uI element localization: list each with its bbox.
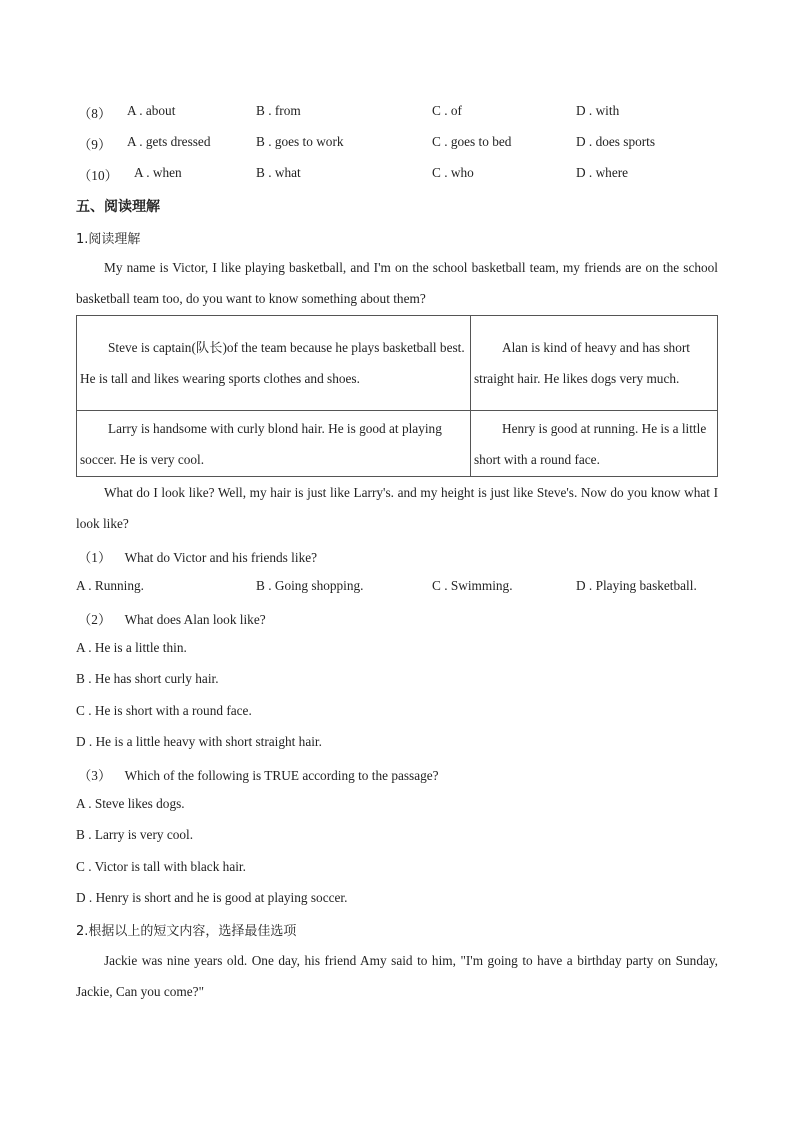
question-text: What does Alan look like? xyxy=(124,612,266,627)
question-number: （1） xyxy=(78,550,112,565)
question-number: （2） xyxy=(78,612,112,627)
cloze-options-8 xyxy=(0,103,794,123)
question-2-option-d: D . He is a little heavy with short straight hair. xyxy=(76,734,322,749)
option-c: C . of xyxy=(432,103,462,118)
question-2-option-c: C . He is short with a round face. xyxy=(76,703,252,718)
question-text: Which of the following is TRUE according to the passage? xyxy=(124,768,439,783)
question-2-option-b: B . He has short curly hair. xyxy=(76,671,219,686)
question-3-option-d: D . Henry is short and he is good at playing soccer. xyxy=(76,890,348,905)
question-2-option-a: A . He is a little thin. xyxy=(76,640,187,655)
option-number: （9） xyxy=(78,137,112,152)
question-1-options xyxy=(0,578,794,598)
table-cell-larry: Larry is handsome with curly blond hair. He is good at playing soccer. He is very cool. xyxy=(77,411,471,477)
option-number: （10） xyxy=(78,168,118,183)
option-b: B . goes to work xyxy=(256,134,344,149)
passage1-intro: My name is Victor, I like playing basketball, and I'm on the school basketball team, my friends are on the school basketball team too, do you want to know something about them? xyxy=(76,260,718,306)
cloze-options-9 xyxy=(0,134,794,154)
option-a: A . about xyxy=(127,103,176,118)
question-2 xyxy=(78,609,266,628)
passage1-outro: What do I look like? Well, my hair is just like Larry's. and my height is just like Steve's. Now do you know what I look like? xyxy=(76,485,718,531)
cloze-options-10 xyxy=(0,165,794,185)
section-title: 五、阅读理解 xyxy=(76,199,160,215)
option-d: D . with xyxy=(576,103,620,118)
option-b: B . from xyxy=(256,103,301,118)
option-number: （8） xyxy=(78,106,112,121)
option-d: D . does sports xyxy=(576,134,656,149)
passage1-title: 1.阅读理解 xyxy=(76,232,141,247)
question-3-option-c: C . Victor is tall with black hair. xyxy=(76,859,246,874)
option-a: A . gets dressed xyxy=(127,134,211,149)
table-cell-henry: Henry is good at running. He is a little short with a round face. xyxy=(471,411,718,477)
option-a: A . Running. xyxy=(76,578,144,593)
option-b: B . Going shopping. xyxy=(256,578,364,593)
option-a: A . when xyxy=(134,165,182,180)
passage2-title: 2.根据以上的短文内容，选择最佳选项 xyxy=(76,924,297,939)
question-3 xyxy=(78,765,439,784)
option-c: C . who xyxy=(432,165,474,180)
question-1 xyxy=(78,547,317,566)
question-3-option-b: B . Larry is very cool. xyxy=(76,827,194,842)
option-d: D . Playing basketball. xyxy=(576,578,697,593)
table-cell-alan: Alan is kind of heavy and has short straight hair. He likes dogs very much. xyxy=(471,316,718,411)
question-3-option-a: A . Steve likes dogs. xyxy=(76,796,185,811)
option-c: C . Swimming. xyxy=(432,578,513,593)
passage2-intro: Jackie was nine years old. One day, his friend Amy said to him, "I'm going to have a birthday party on Sunday, Jackie, Can you come?" xyxy=(76,953,718,999)
option-c: C . goes to bed xyxy=(432,134,512,149)
question-number: （3） xyxy=(78,768,112,783)
question-text: What do Victor and his friends like? xyxy=(124,550,318,565)
table-cell-steve: Steve is captain(队长)of the team because he plays basketball best. He is tall and likes wearing sports clothes and shoes. xyxy=(77,316,471,411)
option-d: D . where xyxy=(576,165,629,180)
option-b: B . what xyxy=(256,165,301,180)
friends-table xyxy=(76,315,718,477)
